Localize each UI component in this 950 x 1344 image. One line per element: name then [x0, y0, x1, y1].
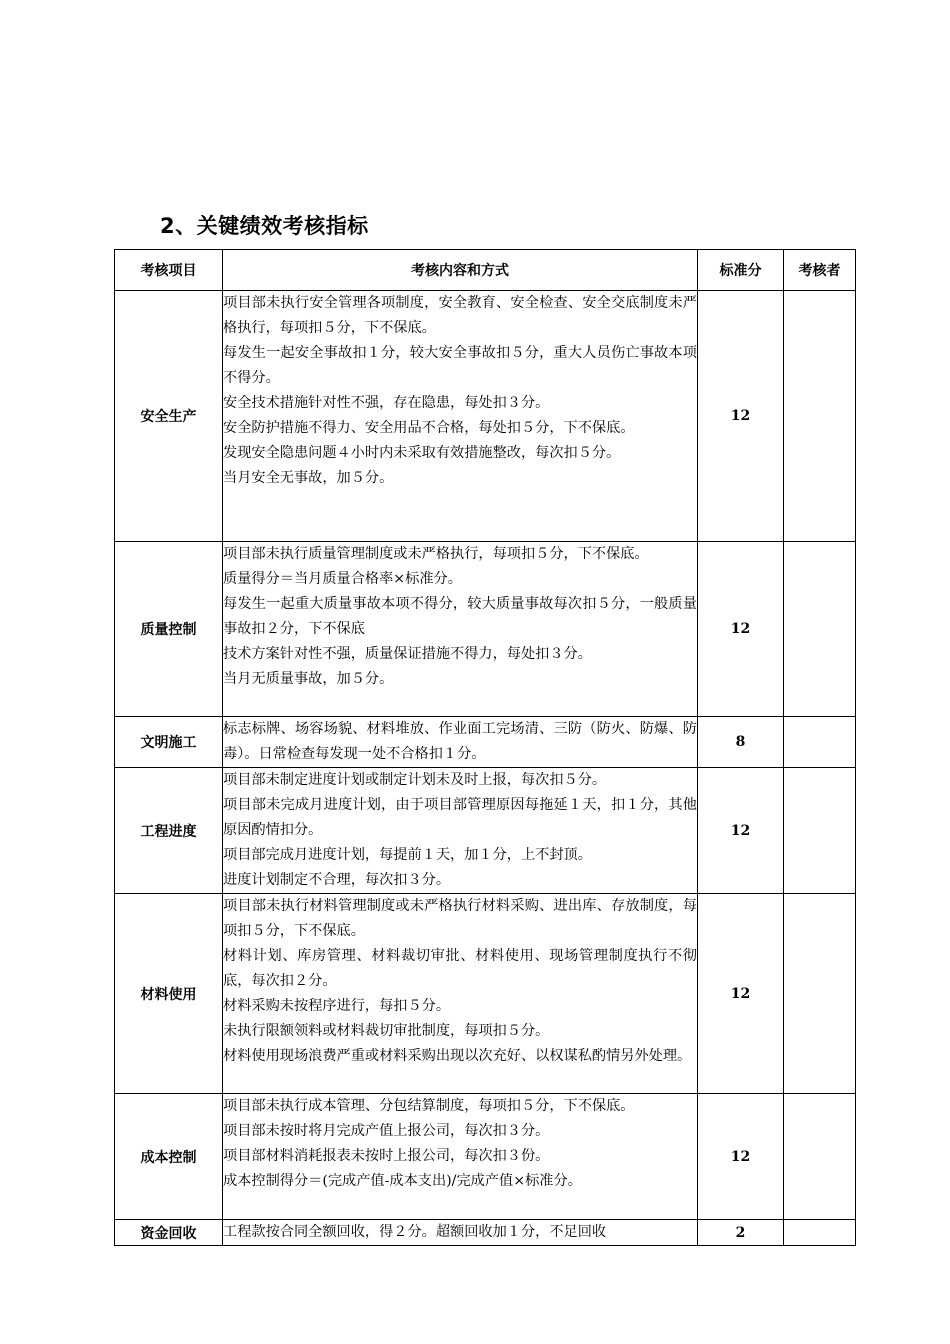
content-line: 项目部未执行材料管理制度或未严格执行材料采购、进出库、存放制度，每项扣５分，下不保底。 — [223, 898, 697, 939]
content-line: 质量得分＝当月质量合格率×标准分。 — [223, 571, 462, 587]
content-line: 材料使用现场浪费严重或材料采购出现以次充好、以权谋私酌情另外处理。 — [223, 1048, 692, 1064]
item-name: 成本控制 — [115, 1094, 223, 1220]
standard-score: 12 — [698, 1094, 784, 1220]
content-line: 发现安全隐患问题４小时内未采取有效措施整改，每次扣５分。 — [223, 445, 621, 461]
table-row — [115, 1220, 856, 1246]
content-line: 当月安全无事故，加５分。 — [223, 470, 394, 486]
content-line: 材料采购未按程序进行，每扣５分。 — [223, 998, 451, 1014]
content-line: 项目部完成月进度计划，每提前１天，加１分，上不封顶。 — [223, 847, 592, 863]
item-name: 资金回收 — [115, 1220, 223, 1246]
item-content — [223, 542, 698, 717]
content-line: 项目部未执行成本管理、分包结算制度，每项扣５分，下不保底。 — [223, 1098, 635, 1114]
table-header-row — [115, 250, 856, 291]
section-title: 2、关键绩效考核指标 — [160, 214, 369, 238]
item-name: 工程进度 — [115, 768, 223, 894]
item-content — [223, 291, 698, 542]
content-line: 项目部未完成月进度计划，由于项目部管理原因每拖延１天，扣１分，其他原因酌情扣分。 — [223, 797, 697, 838]
item-content — [223, 1094, 698, 1220]
header-assessor: 考核者 — [784, 250, 856, 291]
content-line: 当月无质量事故，加５分。 — [223, 671, 394, 687]
assessor-cell — [784, 1094, 856, 1220]
content-line: 项目部未按时将月完成产值上报公司，每次扣３分。 — [223, 1123, 550, 1139]
standard-score: 12 — [698, 894, 784, 1094]
assessor-cell — [784, 542, 856, 717]
content-line: 技术方案针对性不强，质量保证措施不得力，每处扣３分。 — [223, 646, 592, 662]
item-content — [223, 717, 698, 768]
standard-score: 12 — [698, 768, 784, 894]
table-row — [115, 1094, 856, 1220]
item-content — [223, 894, 698, 1094]
header-score: 标准分 — [698, 250, 784, 291]
content-line: 每发生一起重大质量事故本项不得分，较大质量事故每次扣５分，一般质量事故扣２分，下不保底 — [223, 596, 697, 637]
header-content: 考核内容和方式 — [223, 250, 698, 291]
table-row — [115, 542, 856, 717]
assessor-cell — [784, 1220, 856, 1246]
assessor-cell — [784, 717, 856, 768]
standard-score: 12 — [698, 542, 784, 717]
content-line: 项目部材料消耗报表未按时上报公司，每次扣３份。 — [223, 1148, 550, 1164]
content-line: 每发生一起安全事故扣１分，较大安全事故扣５分，重大人员伤亡事故本项不得分。 — [223, 345, 697, 386]
content-line: 项目部未执行质量管理制度或未严格执行，每项扣５分，下不保底。 — [223, 546, 649, 562]
table-row — [115, 291, 856, 542]
table-row — [115, 717, 856, 768]
assessor-cell — [784, 894, 856, 1094]
item-content — [223, 1220, 698, 1246]
header-item: 考核项目 — [115, 250, 223, 291]
content-line: 标志标牌、场容场貌、材料堆放、作业面工完场清、三防（防火、防爆、防毒）。日常检查每发现一处不合格扣１分。 — [223, 721, 697, 762]
content-line: 成本控制得分＝(完成产值-成本支出)/完成产值×标准分。 — [223, 1173, 582, 1189]
table-row — [115, 894, 856, 1094]
content-line: 材料计划、库房管理、材料裁切审批、材料使用、现场管理制度执行不彻底，每次扣２分。 — [223, 948, 697, 989]
content-line: 未执行限额领料或材料裁切审批制度，每项扣５分。 — [223, 1023, 550, 1039]
content-line: 安全技术措施针对性不强，存在隐患，每处扣３分。 — [223, 395, 550, 411]
item-name: 安全生产 — [115, 291, 223, 542]
standard-score: 12 — [698, 291, 784, 542]
content-line: 项目部未制定进度计划或制定计划未及时上报，每次扣５分。 — [223, 772, 607, 788]
kpi-table — [114, 249, 856, 1246]
item-content — [223, 768, 698, 894]
content-line: 安全防护措施不得力、安全用品不合格，每处扣５分，下不保底。 — [223, 420, 635, 436]
item-name: 材料使用 — [115, 894, 223, 1094]
content-line: 工程款按合同全额回收，得２分。超额回收加１分，不足回收 — [223, 1224, 607, 1240]
content-line: 项目部未执行安全管理各项制度，安全教育、安全检查、安全交底制度未严格执行，每项扣５分，下不保底。 — [223, 295, 697, 336]
assessor-cell — [784, 768, 856, 894]
table-row — [115, 768, 856, 894]
item-name: 文明施工 — [115, 717, 223, 768]
standard-score: 8 — [698, 717, 784, 768]
assessor-cell — [784, 291, 856, 542]
item-name: 质量控制 — [115, 542, 223, 717]
content-line: 进度计划制定不合理，每次扣３分。 — [223, 872, 451, 888]
standard-score: 2 — [698, 1220, 784, 1246]
